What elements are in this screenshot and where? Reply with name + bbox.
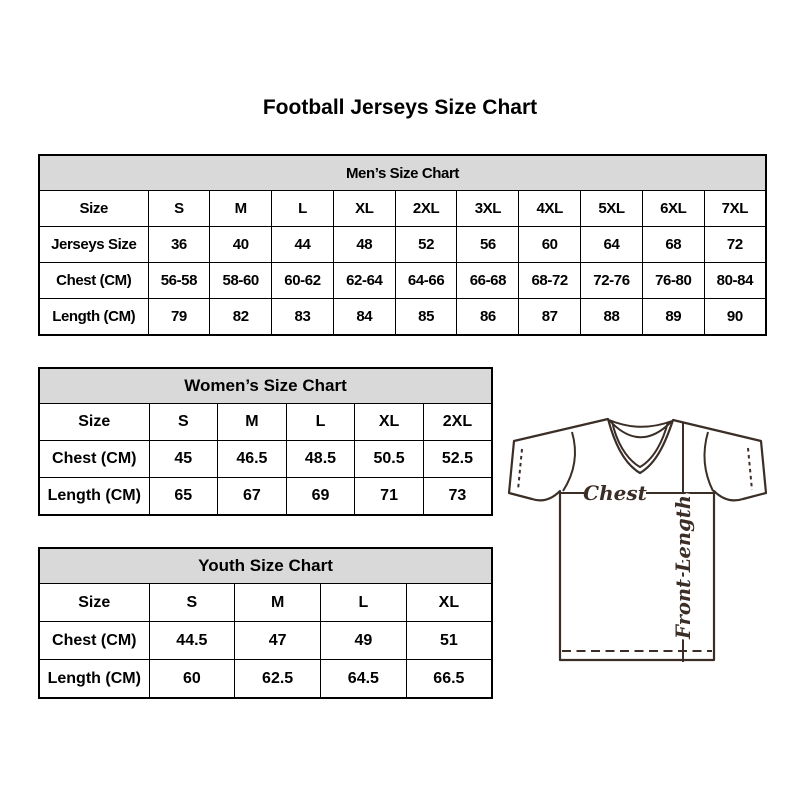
size-value-cell: 67 (218, 478, 287, 516)
men-table-title: Men’s Size Chart (39, 155, 766, 191)
size-value-cell: 68 (642, 227, 704, 263)
size-value-cell: 71 (355, 478, 424, 516)
size-value-cell: 64 (581, 227, 643, 263)
youth-table-title: Youth Size Chart (39, 548, 492, 584)
jersey-measurement-diagram (505, 411, 775, 669)
chest-label: Chest (583, 481, 647, 505)
row-label-cell: Size (39, 191, 148, 227)
size-value-cell: 58-60 (210, 263, 272, 299)
page-title: Football Jerseys Size Chart (262, 96, 538, 119)
size-value-cell: 72-76 (581, 263, 643, 299)
size-value-cell: 2XL (423, 404, 492, 441)
size-value-cell: 65 (149, 478, 218, 516)
size-value-cell: 80-84 (704, 263, 766, 299)
size-value-cell: 66.5 (406, 660, 492, 699)
size-value-cell: L (286, 404, 355, 441)
row-label-cell: Jerseys Size (39, 227, 148, 263)
size-value-cell: 47 (235, 622, 321, 660)
table-row (39, 441, 492, 478)
size-value-cell: 76-80 (642, 263, 704, 299)
size-value-cell: 84 (333, 299, 395, 336)
table-row (39, 299, 766, 336)
size-value-cell: 79 (148, 299, 210, 336)
table-row (39, 584, 492, 622)
youth-size-chart-table (38, 547, 493, 699)
size-value-cell: S (148, 191, 210, 227)
size-value-cell: 72 (704, 227, 766, 263)
size-value-cell: 69 (286, 478, 355, 516)
size-value-cell: XL (406, 584, 492, 622)
size-value-cell: 88 (581, 299, 643, 336)
size-value-cell: 50.5 (355, 441, 424, 478)
row-label-cell: Size (39, 404, 149, 441)
size-value-cell: L (321, 584, 407, 622)
jersey-collar-back-arc (609, 420, 672, 427)
table-row (39, 478, 492, 516)
size-value-cell: S (149, 404, 218, 441)
size-value-cell: 83 (272, 299, 334, 336)
front-length-label: Front Length (672, 495, 695, 639)
size-value-cell: 60 (149, 660, 235, 699)
size-value-cell: 56 (457, 227, 519, 263)
size-value-cell: 4XL (519, 191, 581, 227)
size-value-cell: 62.5 (235, 660, 321, 699)
size-value-cell: 89 (642, 299, 704, 336)
right-sleeve-seam (704, 432, 713, 491)
table-row (39, 404, 492, 441)
row-label-cell: Chest (CM) (39, 441, 149, 478)
table-row (39, 660, 492, 699)
size-value-cell: XL (333, 191, 395, 227)
table-row (39, 227, 766, 263)
right-cuff-dashed-line (748, 448, 752, 490)
row-label-cell: Length (CM) (39, 299, 148, 336)
size-value-cell: 6XL (642, 191, 704, 227)
size-value-cell: 48 (333, 227, 395, 263)
table-row (39, 263, 766, 299)
row-label-cell: Size (39, 584, 149, 622)
size-value-cell: 68-72 (519, 263, 581, 299)
size-value-cell: 5XL (581, 191, 643, 227)
size-value-cell: XL (355, 404, 424, 441)
size-value-cell: 62-64 (333, 263, 395, 299)
table-row (39, 191, 766, 227)
size-value-cell: 3XL (457, 191, 519, 227)
size-value-cell: 87 (519, 299, 581, 336)
size-value-cell: 48.5 (286, 441, 355, 478)
jersey-diagram-svg (505, 411, 775, 669)
row-label-cell: Chest (CM) (39, 622, 149, 660)
size-value-cell: M (218, 404, 287, 441)
row-label-cell: Length (CM) (39, 478, 149, 516)
jersey-outline (509, 419, 766, 660)
size-value-cell: 60-62 (272, 263, 334, 299)
size-value-cell: 44 (272, 227, 334, 263)
size-value-cell: M (210, 191, 272, 227)
mens-size-chart-table (38, 154, 767, 336)
left-sleeve-seam (563, 432, 575, 491)
size-value-cell: 64-66 (395, 263, 457, 299)
size-value-cell: 60 (519, 227, 581, 263)
row-label-cell: Chest (CM) (39, 263, 148, 299)
size-value-cell: 52 (395, 227, 457, 263)
size-value-cell: 86 (457, 299, 519, 336)
size-value-cell: S (149, 584, 235, 622)
left-cuff-dashed-line (518, 449, 522, 490)
size-value-cell: 90 (704, 299, 766, 336)
size-value-cell: 7XL (704, 191, 766, 227)
size-value-cell: 46.5 (218, 441, 287, 478)
womens-size-chart-table (38, 367, 493, 516)
size-value-cell: 36 (148, 227, 210, 263)
table-row (39, 622, 492, 660)
size-value-cell: 56-58 (148, 263, 210, 299)
size-value-cell: L (272, 191, 334, 227)
row-label-cell: Length (CM) (39, 660, 149, 699)
size-value-cell: 82 (210, 299, 272, 336)
size-value-cell: 73 (423, 478, 492, 516)
size-value-cell: 85 (395, 299, 457, 336)
size-value-cell: 64.5 (321, 660, 407, 699)
size-value-cell: 52.5 (423, 441, 492, 478)
women-table-title: Women’s Size Chart (39, 368, 492, 404)
size-value-cell: 66-68 (457, 263, 519, 299)
size-value-cell: M (235, 584, 321, 622)
size-value-cell: 44.5 (149, 622, 235, 660)
size-value-cell: 49 (321, 622, 407, 660)
jersey-collar-inner-v (612, 421, 668, 467)
size-value-cell: 2XL (395, 191, 457, 227)
size-value-cell: 40 (210, 227, 272, 263)
size-value-cell: 45 (149, 441, 218, 478)
size-value-cell: 51 (406, 622, 492, 660)
